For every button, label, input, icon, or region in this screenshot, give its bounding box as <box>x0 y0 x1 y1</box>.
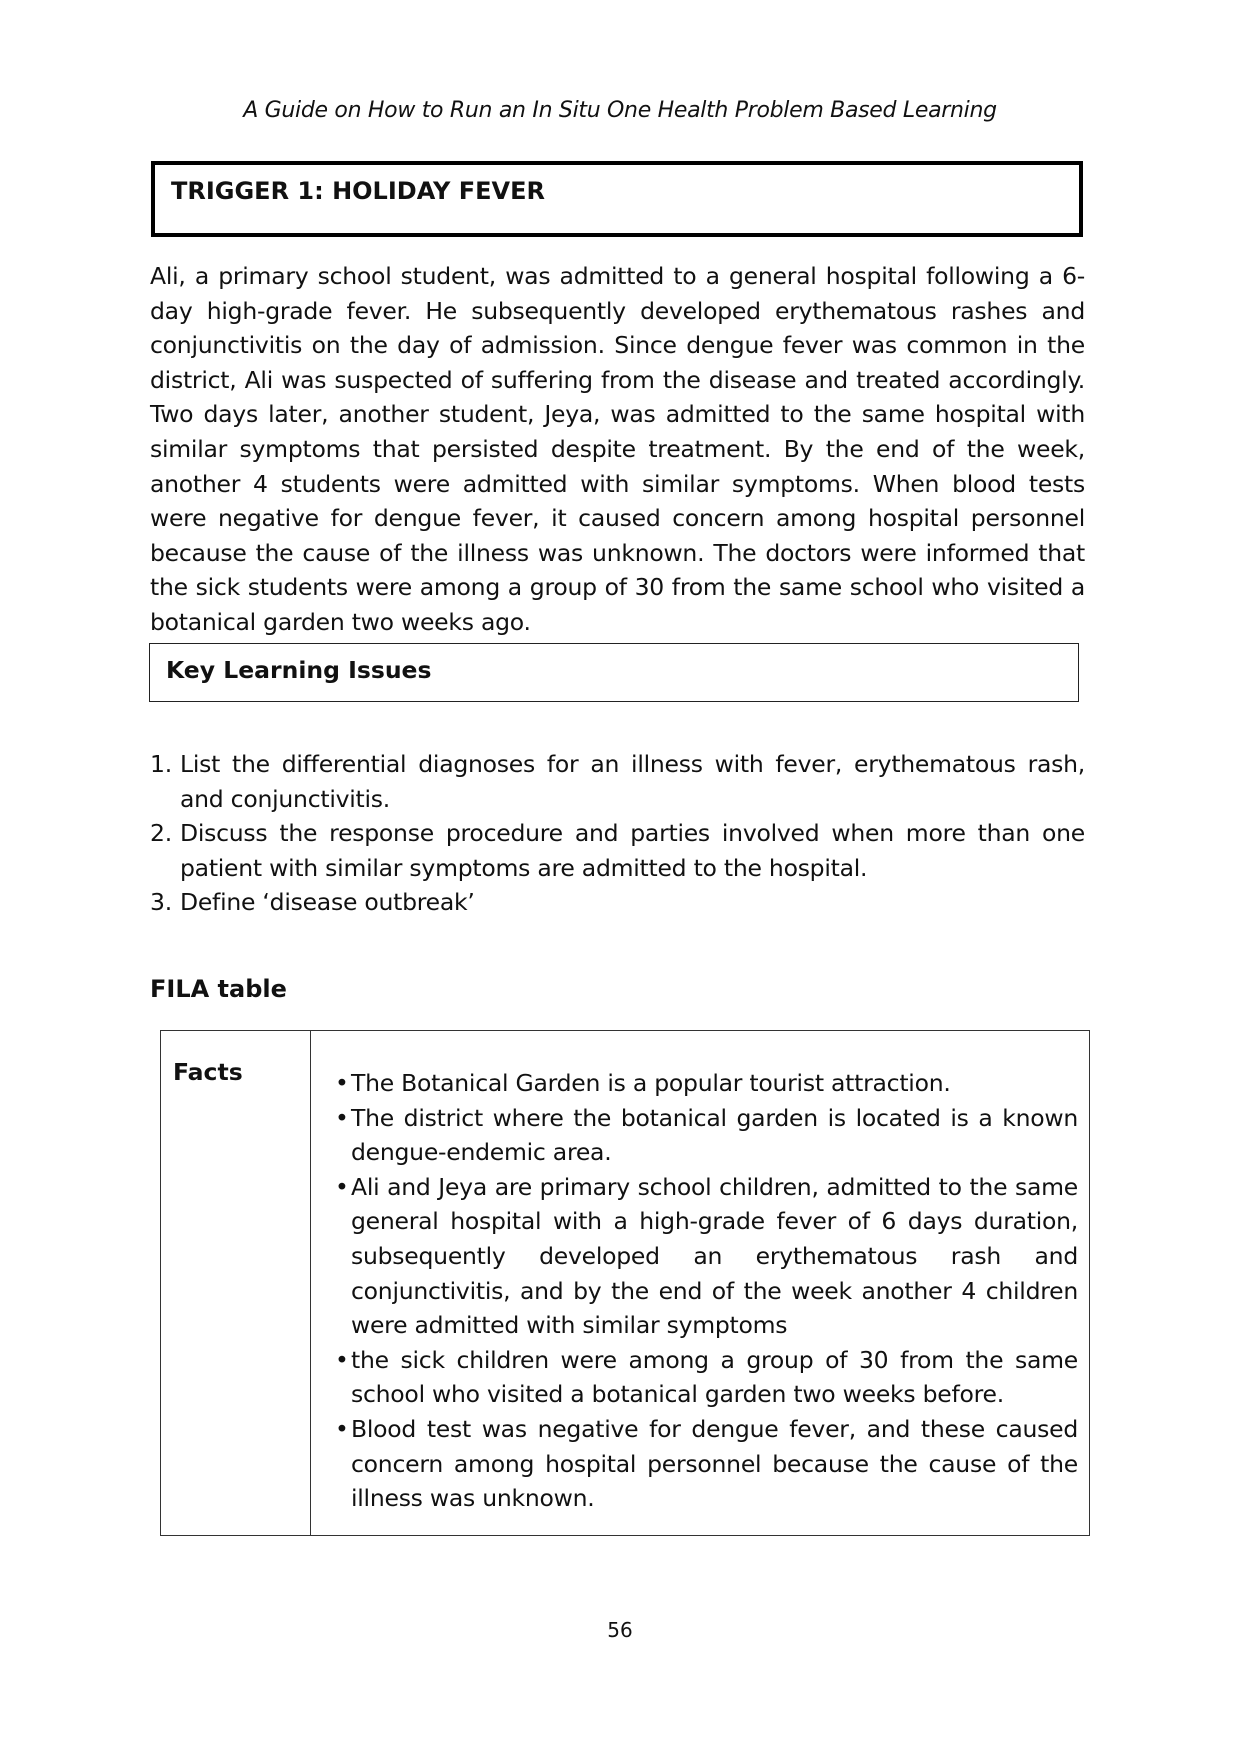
fila-column-divider <box>310 1031 311 1535</box>
fact-text: The Botanical Garden is a popular tourist attraction. <box>351 1069 951 1097</box>
bullet-icon: • <box>335 1069 349 1097</box>
fact-item <box>335 1101 1078 1170</box>
fact-item <box>335 1412 1078 1516</box>
list-item-text: Discuss the response procedure and parties involved when more than one patient with similar symptoms are admitted to the hospital. <box>180 819 1085 882</box>
list-item-text: List the differential diagnoses for an illness with fever, erythematous rash, and conjunctivitis. <box>180 750 1085 813</box>
list-item <box>150 816 1085 885</box>
bullet-icon: • <box>335 1345 349 1374</box>
bullet-icon: • <box>335 1103 349 1132</box>
list-item-number: 1. <box>150 750 172 778</box>
list-item <box>150 747 1085 816</box>
trigger-narrative: Ali, a primary school student, was admitted to a general hospital following a 6-day high-grade fever. He subsequently developed erythematous rashes and conjunctivitis on the day of admission. Since dengue fever was common in the district, Ali was suspected of suffering from the disease and treated accordingly. Two days later, another student, Jeya, was admitted to the same hospital with similar symptoms that persisted despite treatment. By the end of the week, another 4 students were admitted with similar symptoms. When blood tests were negative for dengue fever, it caused concern among hospital personnel because the cause of the illness was unknown. The doctors were informed that the sick students were among a group of 30 from the same school who visited a botanical garden two weeks ago. <box>150 262 1085 636</box>
key-learning-issues-list <box>150 747 1085 920</box>
fact-item <box>335 1343 1078 1412</box>
fact-item <box>335 1066 1078 1101</box>
running-header: A Guide on How to Run an In Situ One Health Problem Based Learning <box>243 98 997 123</box>
fact-text: Ali and Jeya are primary school children, admitted to the same general hospital with a high-grade fever of 6 days duration, subsequently developed an erythematous rash and conjunctivitis, and by the end of the week another 4 children were admitted with similar symptoms <box>351 1172 1078 1340</box>
trigger-title: TRIGGER 1: HOLIDAY FEVER <box>171 177 545 205</box>
key-learning-issues-box <box>149 643 1079 702</box>
fila-facts-label: Facts <box>173 1058 243 1086</box>
list-item-number: 3. <box>150 888 172 917</box>
fact-text: the sick children were among a group of 30 from the same school who visited a botanical garden two weeks before. <box>351 1345 1078 1409</box>
list-item-number: 2. <box>150 819 172 848</box>
fila-table <box>160 1030 1090 1536</box>
fila-table-heading: FILA table <box>150 975 287 1003</box>
trigger-title-box <box>151 161 1083 237</box>
fila-facts-list <box>335 1066 1078 1516</box>
page-number: 56 <box>607 1618 633 1642</box>
list-item <box>150 885 1085 920</box>
bullet-icon: • <box>335 1414 349 1443</box>
fact-text: The district where the botanical garden is located is a known dengue-endemic area. <box>351 1103 1078 1167</box>
fact-item <box>335 1170 1078 1343</box>
list-item-text: Define ‘disease outbreak’ <box>180 888 475 917</box>
key-learning-issues-title: Key Learning Issues <box>166 656 432 684</box>
bullet-icon: • <box>335 1172 349 1201</box>
fact-text: Blood test was negative for dengue fever, and these caused concern among hospital personnel because the cause of the illness was unknown. <box>351 1414 1078 1513</box>
